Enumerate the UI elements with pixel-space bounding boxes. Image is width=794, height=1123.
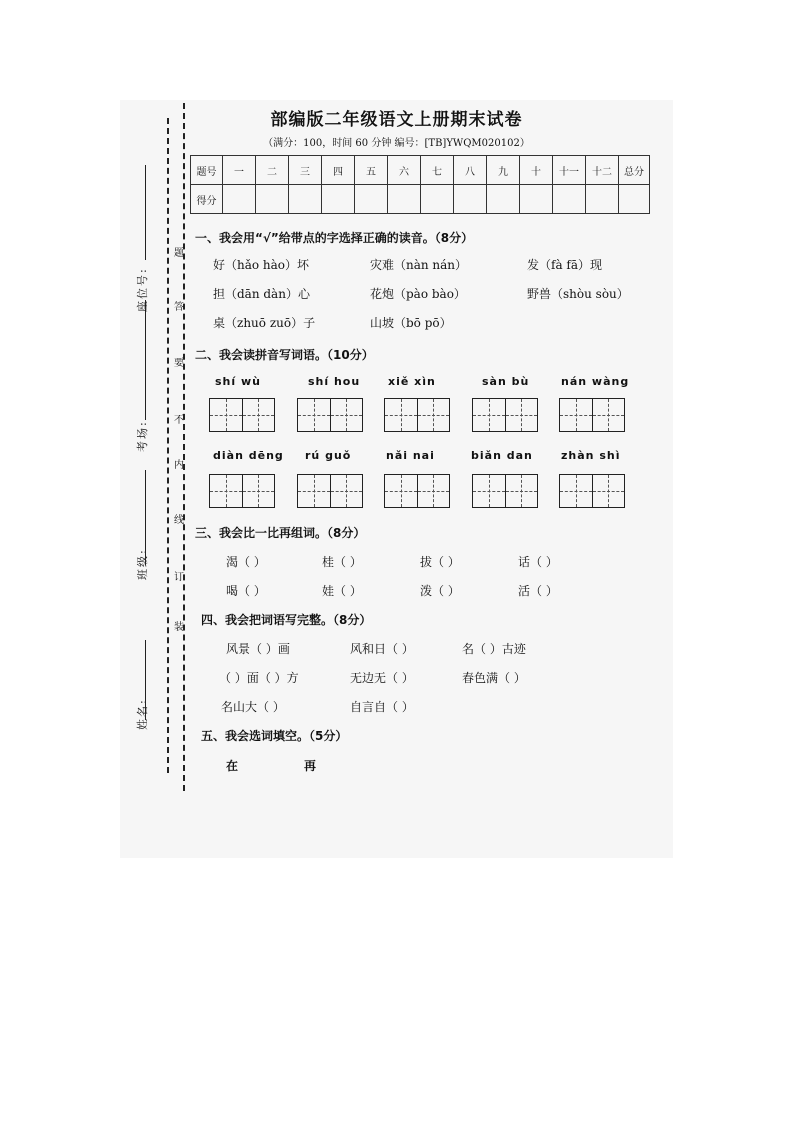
writing-grid[interactable]: [384, 398, 450, 432]
seat-label: 座位号:: [136, 267, 149, 312]
compare-word-item[interactable]: 拔（ ）: [420, 555, 460, 569]
header-cell: 四: [322, 156, 355, 185]
writing-grid[interactable]: [384, 474, 450, 508]
idiom-item[interactable]: 自言自（ ）: [350, 700, 414, 714]
score-cell[interactable]: [388, 185, 421, 214]
compare-word-item[interactable]: 喝（ ）: [226, 584, 266, 598]
header-cell: 十: [520, 156, 553, 185]
score-cell[interactable]: [355, 185, 388, 214]
class-label: 班级:: [136, 548, 149, 580]
seat-underline: [145, 165, 146, 260]
pinyin-choice-item[interactable]: 担（dān dàn）心: [213, 287, 310, 301]
section2-heading: 二、我会读拼音写词语。（10分）: [195, 348, 374, 362]
idiom-item[interactable]: 春色满（ ）: [462, 671, 526, 685]
binding-char: 答: [174, 302, 184, 313]
idiom-item[interactable]: 风景（ ）画: [226, 642, 290, 656]
header-cell: 九: [487, 156, 520, 185]
table-row: [191, 156, 650, 185]
pinyin-choice-item[interactable]: 花炮（pào bào）: [370, 287, 466, 301]
header-cell: 题号: [191, 156, 223, 185]
header-cell: 二: [256, 156, 289, 185]
header-cell: 一: [223, 156, 256, 185]
compare-word-item[interactable]: 渴（ ）: [226, 555, 266, 569]
header-cell: 五: [355, 156, 388, 185]
writing-grid[interactable]: [559, 474, 625, 508]
section4-heading: 四、我会把词语写完整。（8分）: [201, 613, 372, 627]
exam-title: 部编版二年级语文上册期末试卷: [270, 110, 523, 130]
header-cell: 十一: [553, 156, 586, 185]
binding-char: 装: [174, 622, 184, 633]
score-cell[interactable]: [586, 185, 619, 214]
header-cell: 三: [289, 156, 322, 185]
writing-grid[interactable]: [559, 398, 625, 432]
header-cell: 七: [421, 156, 454, 185]
compare-word-item[interactable]: 泼（ ）: [420, 584, 460, 598]
section3-heading: 三、我会比一比再组词。（8分）: [195, 526, 366, 540]
binding-char: 题: [174, 248, 184, 259]
score-cell[interactable]: [289, 185, 322, 214]
binding-char: 不: [174, 415, 184, 426]
pinyin-prompt: xiě xìn: [388, 375, 436, 388]
pinyin-prompt: nǎi nai: [386, 449, 435, 462]
pinyin-choice-item[interactable]: 灾难（nàn nán）: [370, 258, 468, 272]
binding-char: 内: [174, 460, 184, 471]
score-cell[interactable]: [223, 185, 256, 214]
header-cell: 十二: [586, 156, 619, 185]
score-cell[interactable]: [487, 185, 520, 214]
pinyin-choice-item[interactable]: 好（hǎo hào）坏: [213, 258, 310, 272]
header-cell: 八: [454, 156, 487, 185]
pinyin-choice-item[interactable]: 山坡（bō pō）: [370, 316, 452, 330]
pinyin-choice-item[interactable]: 发（fà fā）现: [527, 258, 603, 272]
choice-word: 再: [304, 759, 317, 773]
score-cell[interactable]: [256, 185, 289, 214]
binding-char: 要: [174, 358, 184, 369]
name-label: 姓名:: [136, 698, 149, 730]
compare-word-item[interactable]: 娃（ ）: [322, 584, 362, 598]
room-underline: [145, 300, 146, 420]
header-cell: 总分: [619, 156, 650, 185]
score-cell[interactable]: [520, 185, 553, 214]
idiom-item[interactable]: 名山大（ ）: [221, 700, 285, 714]
pinyin-prompt: diàn dēng: [213, 449, 284, 462]
idiom-item[interactable]: （ ）面（ ）方: [219, 671, 299, 685]
pinyin-prompt: shí hou: [308, 375, 361, 388]
writing-grid[interactable]: [297, 474, 363, 508]
table-row: [191, 185, 650, 214]
idiom-item[interactable]: 风和日（ ）: [350, 642, 414, 656]
score-cell[interactable]: [322, 185, 355, 214]
score-table: [190, 155, 650, 214]
pinyin-prompt: biǎn dan: [471, 449, 533, 462]
writing-grid[interactable]: [209, 398, 275, 432]
binding-char: 订: [174, 572, 184, 583]
writing-grid[interactable]: [297, 398, 363, 432]
score-cell[interactable]: [454, 185, 487, 214]
idiom-item[interactable]: 无边无（ ）: [350, 671, 414, 685]
section5-heading: 五、我会选词填空。（5分）: [201, 729, 348, 743]
pinyin-prompt: rú guǒ: [305, 449, 352, 462]
score-cell[interactable]: [619, 185, 650, 214]
compare-word-item[interactable]: 桂（ ）: [322, 555, 362, 569]
section1-heading: 一、我会用“√”给带点的字选择正确的读音。（8分）: [195, 231, 474, 245]
choice-word: 在: [226, 759, 239, 773]
pinyin-choice-item[interactable]: 桌（zhuō zuō）子: [213, 316, 316, 330]
writing-grid[interactable]: [209, 474, 275, 508]
binding-dotted-line: [167, 118, 169, 773]
score-cell[interactable]: [421, 185, 454, 214]
pinyin-choice-item[interactable]: 野兽（shòu sòu）: [527, 287, 629, 301]
compare-word-item[interactable]: 活（ ）: [518, 584, 558, 598]
pinyin-prompt: sàn bù: [482, 375, 530, 388]
pinyin-prompt: nán wàng: [561, 375, 630, 388]
writing-grid[interactable]: [472, 398, 538, 432]
pinyin-prompt: shí wù: [215, 375, 261, 388]
class-underline: [145, 470, 146, 565]
exam-subtitle: （满分：100，时间 60 分钟 编号：[TB]YWQM020102）: [263, 138, 530, 149]
page-divider-line: [183, 103, 185, 791]
pinyin-prompt: zhàn shì: [561, 449, 621, 462]
room-label: 考场:: [136, 420, 149, 452]
compare-word-item[interactable]: 话（ ）: [518, 555, 558, 569]
name-underline: [145, 640, 146, 720]
header-cell: 六: [388, 156, 421, 185]
binding-char: 线: [174, 515, 184, 526]
score-cell[interactable]: [553, 185, 586, 214]
score-row-label: 得分: [191, 185, 223, 214]
writing-grid[interactable]: [472, 474, 538, 508]
idiom-item[interactable]: 名（ ）古迹: [462, 642, 526, 656]
